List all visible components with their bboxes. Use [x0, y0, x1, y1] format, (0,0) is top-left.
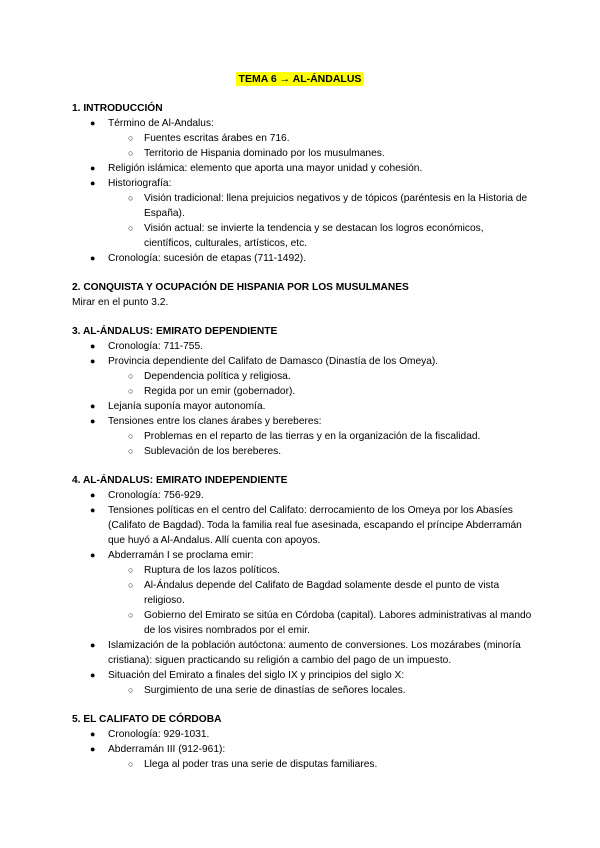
list-item: [72, 488, 532, 503]
section-4: [72, 473, 532, 698]
list-item-text: Cronología: 711-755.: [108, 341, 203, 352]
section-paragraph: Mirar en el punto 3.2.: [72, 297, 169, 308]
sub-list-item: [72, 369, 532, 384]
document-content: [72, 101, 532, 772]
bullet-hollow-icon: ○: [128, 371, 134, 381]
bullet-filled-icon: ●: [90, 490, 96, 500]
list-item-text: Historiografía:: [108, 178, 172, 189]
bullet-hollow-icon: ○: [128, 133, 134, 143]
title-wrap: [0, 72, 600, 87]
list-item: [72, 399, 532, 414]
bullet-filled-icon: ●: [90, 670, 96, 680]
list-item-text: Tensiones políticas en el centro del Califato: derrocamiento de los Omeya por los Abasíes (Califato de Bagdad). Toda la familia real fue asesinada, escapando el príncipe Abderramán que huyó a Al-Andalus. Allí cuenta con apoyos.: [108, 505, 522, 546]
bullet-filled-icon: ●: [90, 253, 96, 263]
section-3: [72, 324, 532, 459]
sub-list-item-text: Surgimiento de una serie de dinastías de señores locales.: [144, 685, 406, 696]
sub-list-item: [72, 683, 532, 698]
list-item: [72, 116, 532, 131]
list-item: [72, 161, 532, 176]
list-item: [72, 727, 532, 742]
sub-list-item: [72, 429, 532, 444]
list-item-text: Religión islámica: elemento que aporta una mayor unidad y cohesión.: [108, 163, 423, 174]
list-item: [72, 668, 532, 683]
list-item-text: Lejanía suponía mayor autonomía.: [108, 401, 266, 412]
list-item-text: Abderramán I se proclama emir:: [108, 550, 254, 561]
sub-list-item: [72, 131, 532, 146]
sub-list-item: [72, 146, 532, 161]
list-item: [72, 503, 532, 548]
bullet-filled-icon: ●: [90, 401, 96, 411]
section-spacer: [72, 266, 532, 280]
bullet-filled-icon: ●: [90, 178, 96, 188]
sub-list-item: [72, 444, 532, 459]
bullet-hollow-icon: ○: [128, 610, 134, 620]
list-item-text: Islamización de la población autóctona: aumento de conversiones. Los mozárabes (minoría cristiana): siguen practicando su religión a cambio del pago de un impuesto.: [108, 640, 521, 666]
list-item: [72, 742, 532, 757]
sub-list-item: [72, 563, 532, 578]
sub-list-item-text: Visión tradicional: llena prejuicios negativos y de tópicos (paréntesis en la Historia de España).: [144, 193, 528, 219]
sub-list-item-text: Visión actual: se invierte la tendencia y se destacan los logros económicos, científicos, culturales, artísticos, etc.: [144, 223, 484, 249]
sub-list-item-text: Sublevación de los bereberes.: [144, 446, 282, 457]
sub-list-item-text: Ruptura de los lazos políticos.: [144, 565, 280, 576]
bullet-list: [72, 339, 532, 459]
section-heading: 2. CONQUISTA Y OCUPACIÓN DE HISPANIA POR LOS MUSULMANES: [72, 282, 409, 293]
bullet-hollow-icon: ○: [128, 386, 134, 396]
bullet-filled-icon: ●: [90, 118, 96, 128]
sub-list-item: [72, 191, 532, 221]
list-item: [72, 339, 532, 354]
bullet-filled-icon: ●: [90, 550, 96, 560]
bullet-hollow-icon: ○: [128, 685, 134, 695]
sub-list-item-text: Gobierno del Emirato se sitúa en Córdoba (capital). Labores administrativas al mando de los visires nombrados por el emir.: [144, 610, 532, 636]
section-spacer: [72, 459, 532, 473]
bullet-hollow-icon: ○: [128, 565, 134, 575]
bullet-filled-icon: ●: [90, 640, 96, 650]
sub-list-item-text: Dependencia política y religiosa.: [144, 371, 291, 382]
bullet-hollow-icon: ○: [128, 193, 134, 203]
sub-list-item-text: Problemas en el reparto de las tierras y en la organización de la fiscalidad.: [144, 431, 481, 442]
bullet-hollow-icon: ○: [128, 759, 134, 769]
bullet-filled-icon: ●: [90, 505, 96, 515]
list-item: [72, 251, 532, 266]
section-spacer: [72, 310, 532, 324]
list-item-text: Cronología: 756-929.: [108, 490, 204, 501]
sub-list-item: [72, 608, 532, 638]
section-heading: 4. AL-ÁNDALUS: EMIRATO INDEPENDIENTE: [72, 475, 288, 486]
sub-list-item-text: Al-Ándalus depende del Califato de Bagdad solamente desde el punto de vista religioso.: [144, 580, 500, 606]
section-heading: 3. AL-ÁNDALUS: EMIRATO DEPENDIENTE: [72, 326, 278, 337]
bullet-filled-icon: ●: [90, 744, 96, 754]
bullet-filled-icon: ●: [90, 341, 96, 351]
bullet-filled-icon: ●: [90, 416, 96, 426]
list-item: [72, 354, 532, 369]
sub-list-item: [72, 221, 532, 251]
list-item-text: Cronología: 929-1031.: [108, 729, 210, 740]
bullet-filled-icon: ●: [90, 356, 96, 366]
bullet-hollow-icon: ○: [128, 580, 134, 590]
document-title: TEMA 6 → AL-ÁNDALUS: [236, 72, 365, 86]
sub-list-item-text: Llega al poder tras una serie de disputas familiares.: [144, 759, 378, 770]
list-item: [72, 638, 532, 668]
bullet-list: [72, 116, 532, 266]
bullet-filled-icon: ●: [90, 163, 96, 173]
sub-list-item-text: Fuentes escritas árabes en 716.: [144, 133, 290, 144]
bullet-hollow-icon: ○: [128, 223, 134, 233]
bullet-list: [72, 727, 532, 772]
section-heading: 1. INTRODUCCIÓN: [72, 103, 163, 114]
bullet-filled-icon: ●: [90, 729, 96, 739]
section-5: [72, 712, 532, 772]
list-item-text: Abderramán III (912-961):: [108, 744, 226, 755]
sub-list-item: [72, 384, 532, 399]
section-spacer: [72, 698, 532, 712]
bullet-hollow-icon: ○: [128, 446, 134, 456]
list-item-text: Provincia dependiente del Califato de Damasco (Dinastía de los Omeya).: [108, 356, 439, 367]
list-item-text: Cronología: sucesión de etapas (711-1492).: [108, 253, 307, 264]
bullet-hollow-icon: ○: [128, 148, 134, 158]
bullet-hollow-icon: ○: [128, 431, 134, 441]
section-1: [72, 101, 532, 266]
list-item-text: Término de Al-Andalus:: [108, 118, 214, 129]
list-item-text: Tensiones entre los clanes árabes y bereberes:: [108, 416, 322, 427]
section-heading: 5. EL CALIFATO DE CÓRDOBA: [72, 714, 222, 725]
sub-list-item-text: Territorio de Hispania dominado por los musulmanes.: [144, 148, 385, 159]
sub-list-item: [72, 757, 532, 772]
sub-list-item: [72, 578, 532, 608]
list-item: [72, 414, 532, 429]
list-item-text: Situación del Emirato a finales del siglo IX y principios del siglo X:: [108, 670, 405, 681]
list-item: [72, 176, 532, 191]
list-item: [72, 548, 532, 563]
sub-list-item-text: Regida por un emir (gobernador).: [144, 386, 296, 397]
section-2: [72, 280, 532, 310]
bullet-list: [72, 488, 532, 698]
